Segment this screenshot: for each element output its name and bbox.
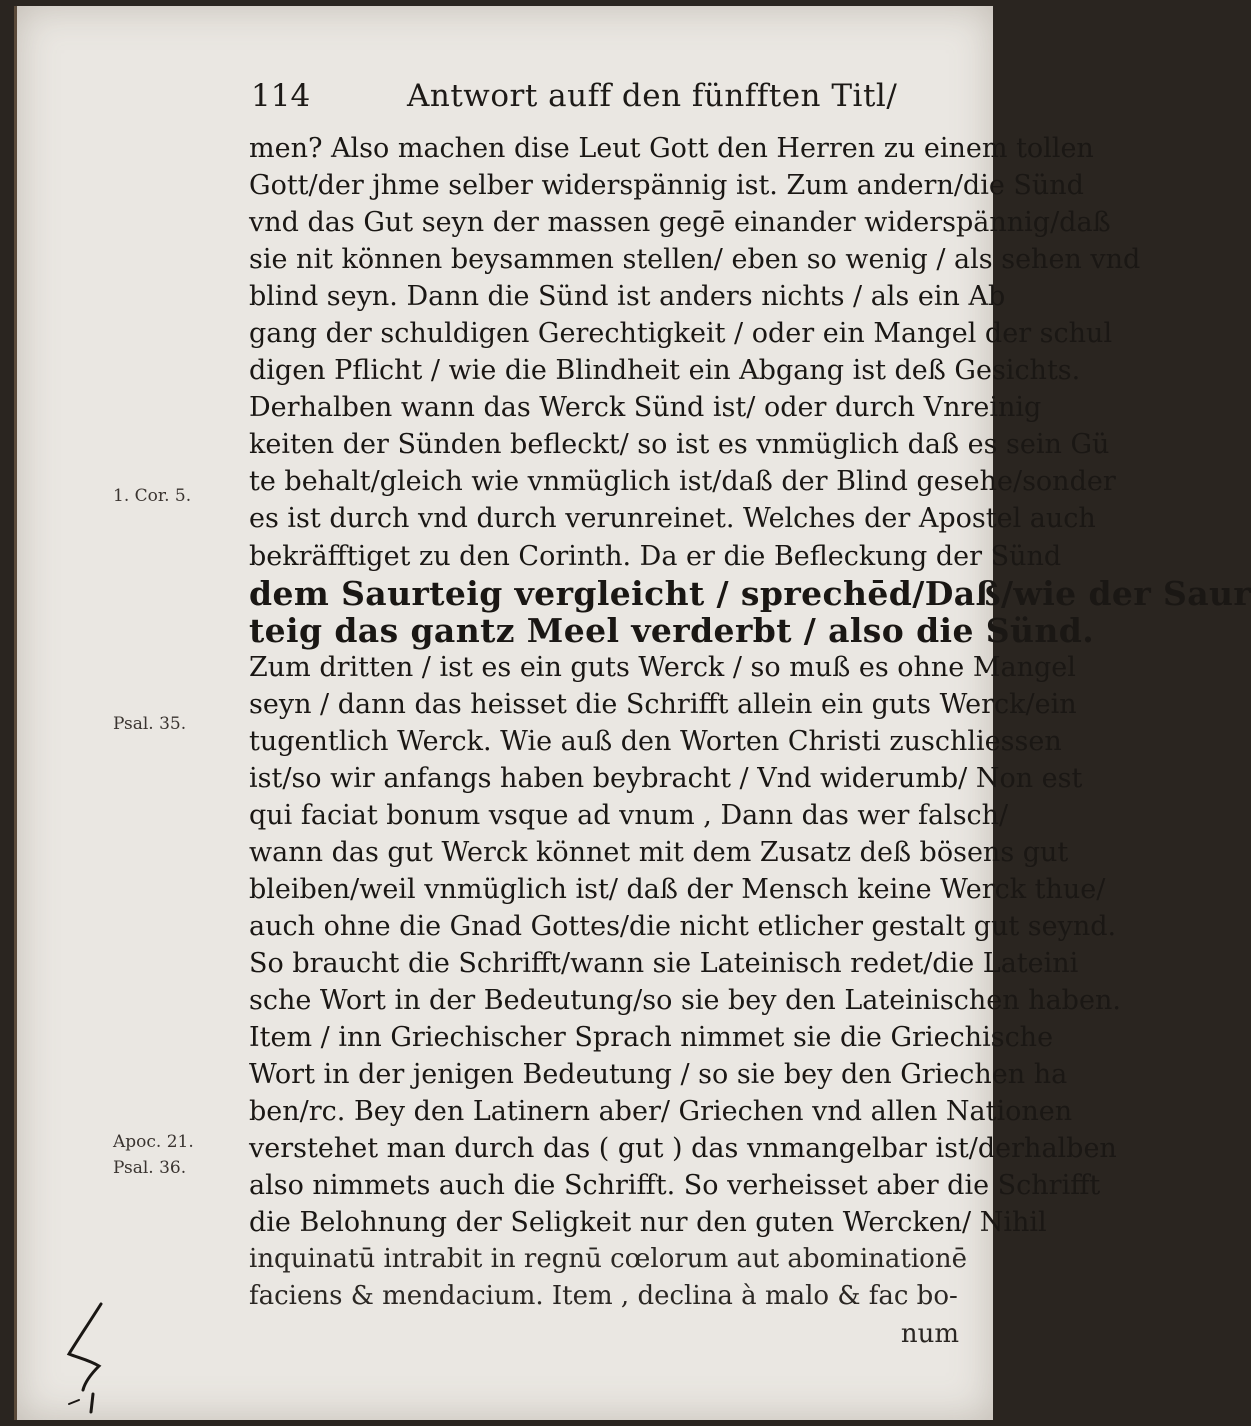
text-line: ben/rc. Bey den Latinern aber/ Griechen vnd allen Nationen [249, 1096, 1073, 1128]
text-line: ist/so wir anfangs haben beybracht / Vnd widerumb/ Non est [249, 762, 1083, 794]
text-line: bleiben/weil vnmüglich ist/ daß der Mensch keine Werck thue/ [249, 873, 1106, 905]
margin-note-apoc: Apoc. 21. [113, 1132, 194, 1152]
text-line: auch ohne die Gnad Gottes/die nicht etlicher gestalt gut seynd. [249, 910, 1117, 942]
text-line: qui faciat bonum vsque ad vnum , Dann das wer falsch/ [249, 799, 1009, 831]
text-line: es ist durch vnd durch verunreinet. Welches der Apostel auch [249, 503, 1096, 535]
body-text [249, 130, 1251, 1353]
text-line: digen Pflicht / wie die Blindheit ein Abgang ist deß Gesichts. [249, 355, 1081, 387]
text-line: faciens & mendacium. Item , declina à malo & fac bo- [249, 1281, 958, 1312]
page-number: 114 [251, 78, 311, 114]
text-line: verstehet man durch das ( gut ) das vnmangelbar ist/derhalben [249, 1133, 1117, 1165]
text-line: Item / inn Griechischer Sprach nimmet sie die Griechische [249, 1022, 1054, 1054]
text-line: seyn / dann das heisset die Schrifft allein ein guts Werck/ein [249, 688, 1077, 720]
text-line: So braucht die Schrifft/wann sie Lateinisch redet/die Lateini [249, 948, 1079, 980]
text-line: keiten der Sünden befleckt/ so ist es vnmüglich daß es sein Gü [249, 429, 1110, 461]
text-line: bekräfftiget zu den Corinth. Da er die Befleckung der Sünd [249, 540, 1062, 572]
book-page [14, 6, 1251, 1420]
text-line: inquinatū intrabit in regnū cœlorum aut abominationē [249, 1244, 967, 1275]
page-header [251, 66, 898, 122]
text-line: also nimmets auch die Schrifft. So verheisset aber die Schrifft [249, 1170, 1101, 1202]
text-line: gang der schuldigen Gerechtigkeit / oder ein Mangel der schul [249, 318, 1113, 350]
text-line: vnd das Gut seyn der massen gegē einander widerspännig/daß [249, 207, 1111, 239]
text-line: Zum dritten / ist es ein guts Werck / so muß es ohne Mangel [249, 651, 1076, 683]
text-line: sche Wort in der Bedeutung/so sie bey den Lateinischen haben. [249, 985, 1121, 1017]
text-line: Derhalben wann das Werck Sünd ist/ oder durch Vnreinig [249, 392, 1042, 424]
text-line: wann das gut Werck könnet mit dem Zusatz deß bösens gut [249, 836, 1069, 868]
text-line: dem Saurteig vergleicht / sprechēd/Daß/wie der Saur [249, 573, 1251, 613]
handwritten-mark-icon [57, 1296, 137, 1416]
margin-note-cor: 1. Cor. 5. [113, 486, 192, 506]
text-line: teig das gantz Meel verderbt / also die Sünd. [249, 610, 1095, 650]
margin-note-psal36: Psal. 36. [113, 1158, 187, 1178]
text-line: tugentlich Werck. Wie auß den Worten Christi zuschliessen [249, 725, 1062, 757]
text-line: blind seyn. Dann die Sünd ist anders nichts / als ein Ab [249, 281, 1006, 313]
text-line: sie nit können beysammen stellen/ eben so wenig / als sehen vnd [249, 244, 1141, 276]
margin-note-psal35: Psal. 35. [113, 714, 187, 734]
running-title: Antwort auff den fünfften Titl/ [407, 78, 898, 114]
text-line: num [900, 1318, 959, 1349]
text-line: te behalt/gleich wie vnmüglich ist/daß der Blind gesehe/sonder [249, 466, 1116, 498]
text-line: men? Also machen dise Leut Gott den Herren zu einem tollen [249, 133, 1094, 164]
text-line: die Belohnung der Seligkeit nur den guten Wercken/ Nihil [249, 1207, 1047, 1239]
text-line: Gott/der jhme selber widerspännig ist. Zum andern/die Sünd [249, 170, 1084, 202]
text-line: Wort in der jenigen Bedeutung / so sie bey den Griechen ha [249, 1059, 1068, 1091]
